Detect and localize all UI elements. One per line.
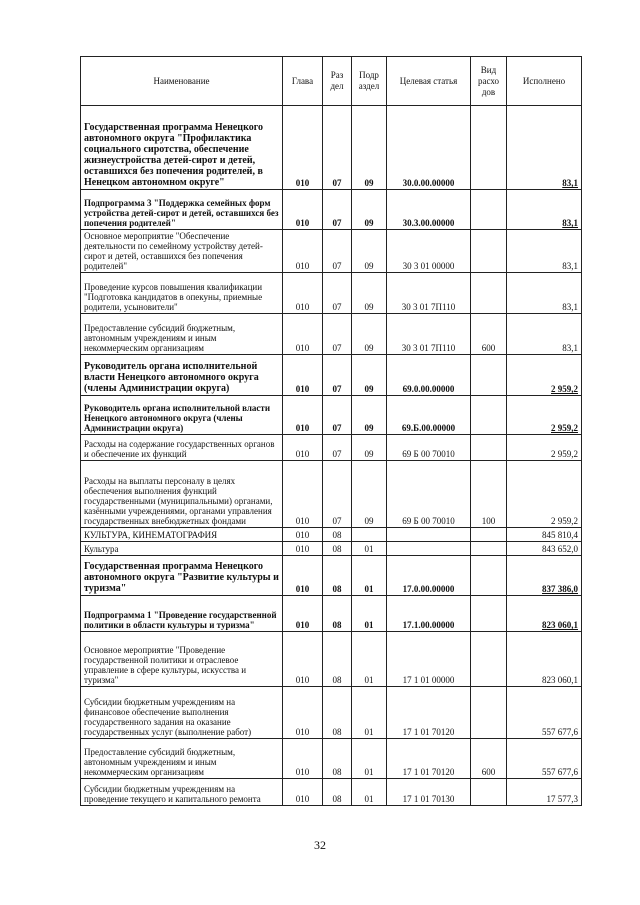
row-glava: 010 (283, 632, 323, 687)
row-statya: 17.0.00.00000 (387, 556, 471, 596)
row-razdel: 07 (323, 273, 352, 314)
row-name: Субсидии бюджетным учреждениям на финансовое обеспечение выполнения государственного задания на оказание государственных услуг (выполнение работ) (81, 687, 283, 739)
row-glava: 010 (283, 190, 323, 230)
row-amount: 557 677,6 (507, 739, 582, 779)
table-row (81, 461, 582, 528)
table-row (81, 542, 582, 556)
row-vid: 600 (471, 739, 507, 779)
row-vid (471, 435, 507, 461)
row-razdel: 07 (323, 461, 352, 528)
row-amount: 83,1 (507, 106, 582, 190)
row-amount: 823 060,1 (507, 632, 582, 687)
row-glava: 010 (283, 230, 323, 273)
table-row (81, 106, 582, 190)
row-podrazdel: 09 (352, 314, 387, 355)
row-glava: 010 (283, 461, 323, 528)
header-ispolneno: Исполнено (507, 57, 582, 106)
row-name: Расходы на выплаты персоналу в целях обеспечения выполнения функций государственными (муниципальными) органами, казёнными учреждениями, органами управления государственных внебюджетных фондами (81, 461, 283, 528)
row-podrazdel: 09 (352, 435, 387, 461)
row-amount: 823 060,1 (507, 596, 582, 632)
budget-table (80, 56, 582, 806)
row-amount: 557 677,6 (507, 687, 582, 739)
table-row (81, 355, 582, 396)
row-podrazdel (352, 528, 387, 542)
row-amount: 2 959,2 (507, 435, 582, 461)
table-row (81, 190, 582, 230)
row-amount: 2 959,2 (507, 461, 582, 528)
row-razdel: 08 (323, 632, 352, 687)
table-row (81, 596, 582, 632)
row-podrazdel: 01 (352, 687, 387, 739)
row-podrazdel: 09 (352, 230, 387, 273)
table-row (81, 779, 582, 806)
row-name: Расходы на содержание государственных органов и обеспечение их функций (81, 435, 283, 461)
row-amount: 843 652,0 (507, 542, 582, 556)
row-glava: 010 (283, 739, 323, 779)
row-podrazdel: 01 (352, 542, 387, 556)
row-glava: 010 (283, 596, 323, 632)
row-amount: 83,1 (507, 314, 582, 355)
row-podrazdel: 01 (352, 739, 387, 779)
row-statya (387, 528, 471, 542)
row-podrazdel: 09 (352, 461, 387, 528)
row-glava: 010 (283, 687, 323, 739)
row-podrazdel: 01 (352, 632, 387, 687)
row-statya: 69 Б 00 70010 (387, 461, 471, 528)
header-podrazdel: Подр аздел (352, 57, 387, 106)
row-razdel: 08 (323, 528, 352, 542)
row-statya: 30 3 01 00000 (387, 230, 471, 273)
row-vid (471, 779, 507, 806)
row-statya: 17 1 01 70130 (387, 779, 471, 806)
row-glava: 010 (283, 528, 323, 542)
row-vid (471, 396, 507, 435)
table-row (81, 314, 582, 355)
row-statya: 30 3 01 7П110 (387, 273, 471, 314)
row-razdel: 08 (323, 687, 352, 739)
header-name: Наименование (81, 57, 283, 106)
row-razdel: 08 (323, 542, 352, 556)
row-glava: 010 (283, 396, 323, 435)
row-vid: 600 (471, 314, 507, 355)
row-name: Предоставление субсидий бюджетным, автономным учреждениям и иным некоммерческим организациям (81, 739, 283, 779)
row-vid (471, 190, 507, 230)
row-razdel: 08 (323, 739, 352, 779)
row-name: КУЛЬТУРА, КИНЕМАТОГРАФИЯ (81, 528, 283, 542)
row-name: Государственная программа Ненецкого автономного округа "Развитие культуры и туризма" (81, 556, 283, 596)
row-statya: 69.0.00.00000 (387, 355, 471, 396)
row-name: Подпрограмма 1 "Проведение государственной политики в области культуры и туризма" (81, 596, 283, 632)
row-podrazdel: 01 (352, 596, 387, 632)
table-header-row (81, 57, 582, 106)
row-vid: 100 (471, 461, 507, 528)
row-statya: 30 3 01 7П110 (387, 314, 471, 355)
header-statya: Целевая статья (387, 57, 471, 106)
table-row (81, 396, 582, 435)
row-vid (471, 106, 507, 190)
row-name: Субсидии бюджетным учреждениям на проведение текущего и капитального ремонта (81, 779, 283, 806)
table-row (81, 230, 582, 273)
table-row (81, 687, 582, 739)
row-statya: 69.Б.00.00000 (387, 396, 471, 435)
row-name: Государственная программа Ненецкого автономного округа "Профилактика социального сиротства, обеспечение жизнеустройства детей-сирот и детей, оставшихся без попечения родителей, в Ненецком автономном округе" (81, 106, 283, 190)
table-row (81, 739, 582, 779)
header-vid: Вид расхо дов (471, 57, 507, 106)
row-glava: 010 (283, 542, 323, 556)
row-amount: 837 386,0 (507, 556, 582, 596)
row-vid (471, 632, 507, 687)
row-razdel: 07 (323, 106, 352, 190)
row-glava: 010 (283, 106, 323, 190)
row-glava: 010 (283, 435, 323, 461)
row-glava: 010 (283, 556, 323, 596)
header-glava: Глава (283, 57, 323, 106)
row-name: Руководитель органа исполнительной власти Ненецкого автономного округа (члены Администрации округа) (81, 355, 283, 396)
row-amount: 83,1 (507, 230, 582, 273)
row-podrazdel: 09 (352, 106, 387, 190)
row-razdel: 07 (323, 355, 352, 396)
row-statya: 30.3.00.00000 (387, 190, 471, 230)
row-podrazdel: 09 (352, 396, 387, 435)
row-statya: 17.1.00.00000 (387, 596, 471, 632)
row-podrazdel: 09 (352, 190, 387, 230)
row-statya: 17 1 01 70120 (387, 687, 471, 739)
table-row (81, 528, 582, 542)
row-amount: 17 577,3 (507, 779, 582, 806)
row-name: Подпрограмма 3 "Поддержка семейных форм устройства детей-сирот и детей, оставшихся без попечения родителей" (81, 190, 283, 230)
row-vid (471, 687, 507, 739)
row-amount: 83,1 (507, 273, 582, 314)
row-amount: 83,1 (507, 190, 582, 230)
row-statya (387, 542, 471, 556)
row-vid (471, 556, 507, 596)
row-razdel: 07 (323, 435, 352, 461)
row-razdel: 08 (323, 556, 352, 596)
row-razdel: 07 (323, 396, 352, 435)
row-podrazdel: 01 (352, 556, 387, 596)
row-podrazdel: 09 (352, 273, 387, 314)
row-name: Основное мероприятие "Проведение государственной политики и отраслевое управление в сфере культуры, искусства и туризма" (81, 632, 283, 687)
row-statya: 17 1 01 70120 (387, 739, 471, 779)
row-amount: 2 959,2 (507, 396, 582, 435)
row-razdel: 08 (323, 596, 352, 632)
row-podrazdel: 01 (352, 779, 387, 806)
row-razdel: 07 (323, 230, 352, 273)
table-row (81, 435, 582, 461)
row-glava: 010 (283, 314, 323, 355)
row-razdel: 07 (323, 190, 352, 230)
row-statya: 30.0.00.00000 (387, 106, 471, 190)
header-razdel: Раз дел (323, 57, 352, 106)
row-glava: 010 (283, 355, 323, 396)
row-vid (471, 230, 507, 273)
row-glava: 010 (283, 273, 323, 314)
page-number: 32 (314, 838, 326, 852)
row-vid (471, 596, 507, 632)
row-name: Предоставление субсидий бюджетным, автономным учреждениям и иным некоммерческим организациям (81, 314, 283, 355)
row-vid (471, 528, 507, 542)
row-glava: 010 (283, 779, 323, 806)
table-row (81, 273, 582, 314)
table-row (81, 556, 582, 596)
row-podrazdel: 09 (352, 355, 387, 396)
row-amount: 2 959,2 (507, 355, 582, 396)
row-vid (471, 355, 507, 396)
row-name: Основное мероприятие "Обеспечение деятельности по семейному устройству детей-сирот и детей, оставшихся без попечения родителей" (81, 230, 283, 273)
row-statya: 69 Б 00 70010 (387, 435, 471, 461)
row-razdel: 07 (323, 314, 352, 355)
row-statya: 17 1 01 00000 (387, 632, 471, 687)
row-name: Проведение курсов повышения квалификации "Подготовка кандидатов в опекуны, приемные родители, усыновители" (81, 273, 283, 314)
table-row (81, 632, 582, 687)
row-name: Культура (81, 542, 283, 556)
row-name: Руководитель органа исполнительной власти Ненецкого автономного округа (члены Администрации округа) (81, 396, 283, 435)
row-razdel: 08 (323, 779, 352, 806)
row-amount: 845 810,4 (507, 528, 582, 542)
row-vid (471, 542, 507, 556)
row-vid (471, 273, 507, 314)
